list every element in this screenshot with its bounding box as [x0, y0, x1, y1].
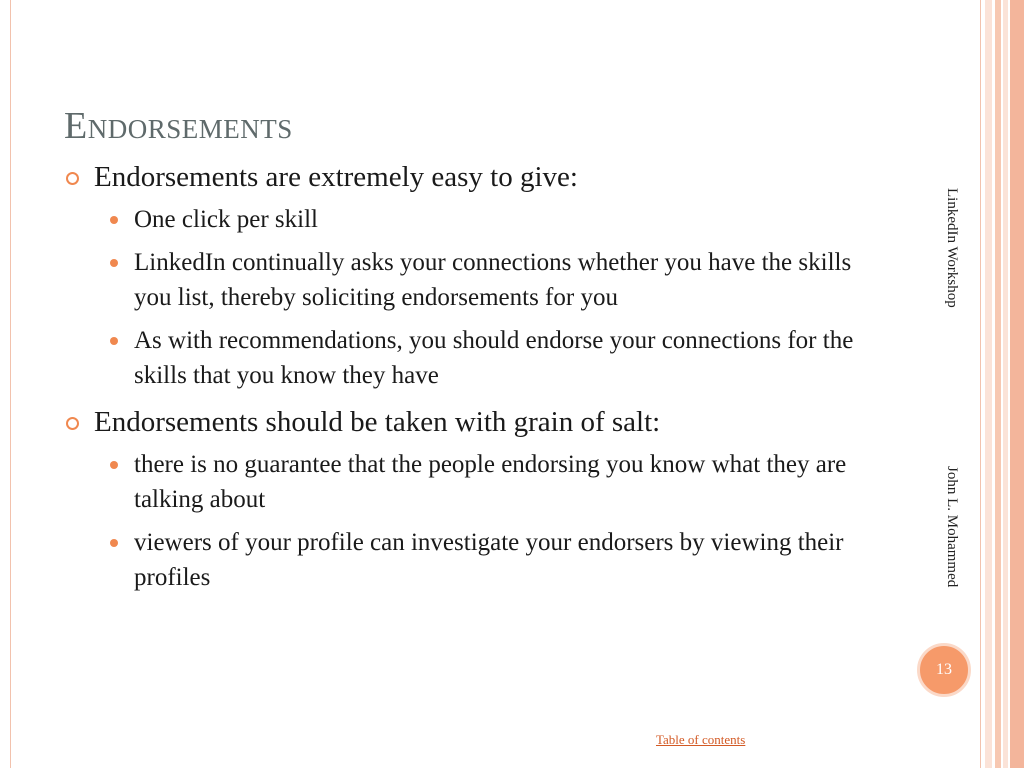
sub-bullet-text: One click per skill: [134, 206, 318, 233]
sub-bullet-item: [94, 245, 884, 315]
hollow-bullet-icon: [66, 417, 79, 430]
sub-bullet-list: [94, 447, 884, 595]
sub-bullet-item: [94, 323, 884, 393]
table-of-contents-link[interactable]: Table of contents: [656, 732, 746, 747]
bullet-text: Endorsements should be taken with grain of salt:: [94, 406, 661, 438]
slide-title: Endorsements: [64, 105, 293, 147]
sub-bullet-item: [94, 202, 884, 237]
hollow-bullet-icon: [66, 172, 79, 185]
sub-bullet-item: [94, 525, 884, 595]
page-number: 13: [936, 661, 952, 678]
decorative-stripe: [985, 0, 992, 768]
decorative-stripe: [995, 0, 1001, 768]
dot-bullet-icon: [110, 539, 118, 547]
side-label-workshop: LinkedIn Workshop: [944, 188, 960, 308]
slide-frame-right: [980, 0, 981, 768]
dot-bullet-icon: [110, 461, 118, 469]
slide-content: [64, 160, 884, 603]
decorative-stripe: [1010, 0, 1024, 768]
side-label-author: John L. Mohammed: [944, 466, 960, 588]
sub-bullet-text: viewers of your profile can investigate your endorsers by viewing their profiles: [134, 529, 844, 591]
sub-bullet-text: LinkedIn continually asks your connections whether you have the skills you list, thereby soliciting endorsements for you: [134, 249, 852, 311]
dot-bullet-icon: [110, 216, 118, 224]
dot-bullet-icon: [110, 337, 118, 345]
sub-bullet-text: As with recommendations, you should endorse your connections for the skills that you know they have: [134, 327, 854, 389]
sub-bullet-text: there is no guarantee that the people endorsing you know what they are talking about: [134, 451, 847, 513]
dot-bullet-icon: [110, 259, 118, 267]
bullet-text: Endorsements are extremely easy to give:: [94, 161, 578, 193]
page-number-badge: [917, 643, 971, 697]
decorative-stripe: [1003, 0, 1008, 768]
sub-bullet-item: [94, 447, 884, 517]
slide-frame-left: [10, 0, 11, 768]
sub-bullet-list: [94, 202, 884, 393]
bullet-item: [64, 405, 884, 595]
bullet-item: [64, 160, 884, 393]
